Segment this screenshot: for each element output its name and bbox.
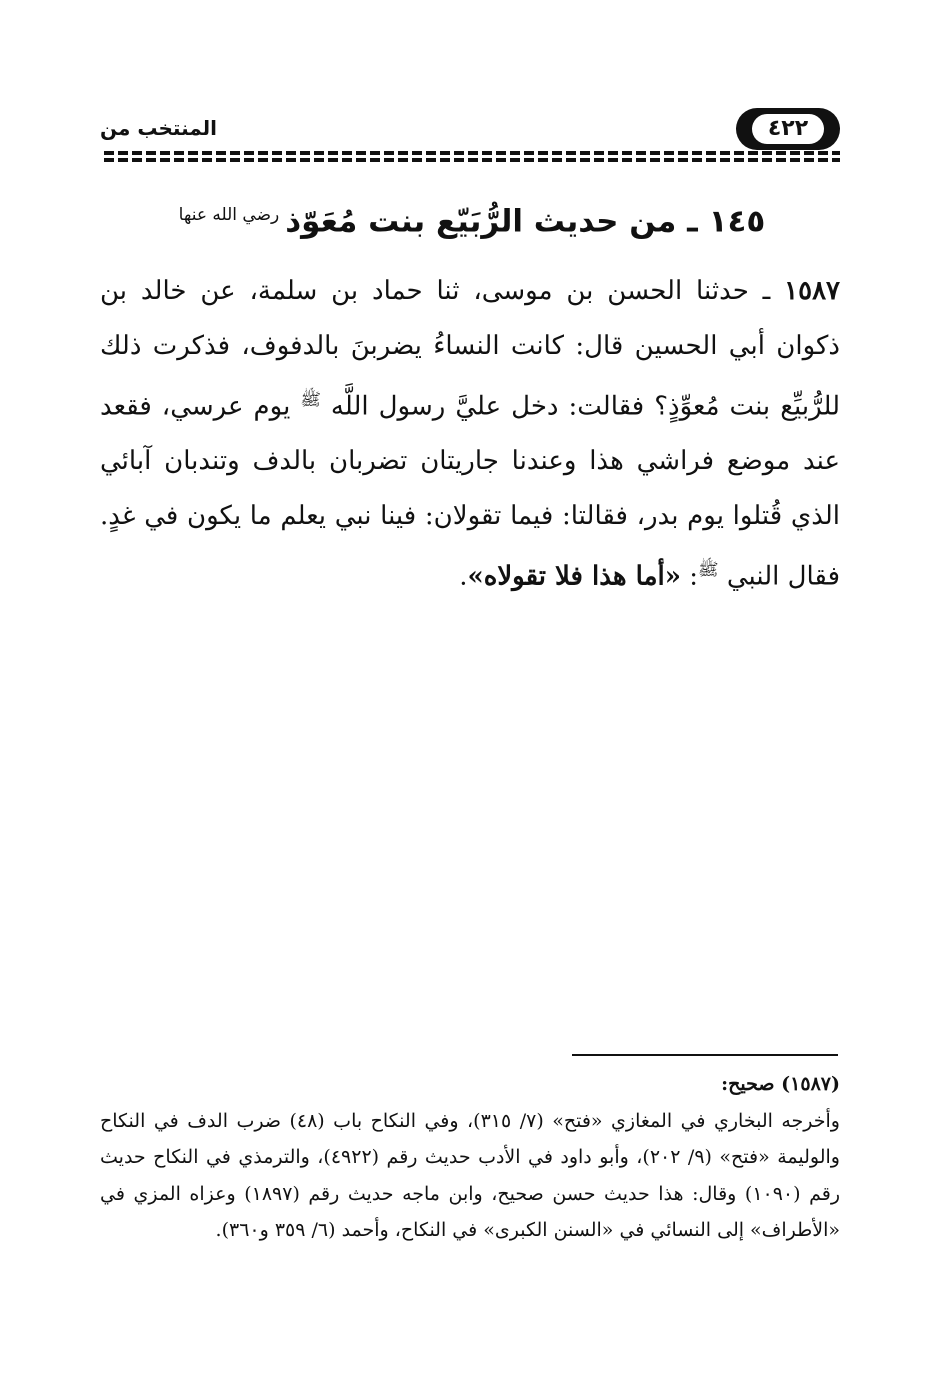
chapter-title: ١٤٥ ـ من حديث الرُّبَيّع بنت مُعَوّذ	[285, 203, 766, 240]
page-header	[100, 108, 840, 154]
hadith-text-part-1: ـ حدثنا الحسن بن موسى، ثنا حماد بن سلمة، عن خالد بن ذكوان أبي الحسين قال: كانت النساءُ يضربنَ بالدفوف، فذكرت ذلك للرُّبيِّع بنت مُعوِّذٍ؟ فقالت: دخل عليَّ رسول اللَّه	[100, 276, 840, 422]
honorific-mark: رضي الله عنها	[178, 205, 280, 225]
header-rule-top	[104, 151, 840, 155]
page-number-badge	[736, 108, 840, 150]
salutation-mark-1: ﷺ	[300, 390, 321, 410]
footnote	[100, 1066, 840, 1249]
hadith-text-part-2: يوم عرسي، فقعد عند موضع فراشي هذا وعندنا جاريتان تضربان بالدف وتندبان آبائي الذي قُتلوا يوم بدر، فقالتا: فيما تقولان: فينا نبي يعلم ما يكون في غدٍ. فقال النبي	[100, 391, 840, 592]
running-title: المنتخب من	[100, 116, 218, 140]
header-rule-bottom	[104, 158, 840, 162]
hadith-number: ١٥٨٧	[784, 276, 840, 306]
prophet-quote: «أما هذا فلا تقولاه»	[467, 561, 681, 592]
chapter-heading	[104, 192, 840, 244]
hadith-text-end: .	[459, 561, 468, 592]
salutation-mark-2: ﷺ	[698, 560, 719, 581]
footnote-body: وأخرجه البخاري في المغازي «فتح» (٧/ ٣١٥)، وفي النكاح باب (٤٨) ضرب الدف في النكاح والوليمة «فتح» (٩/ ٢٠٢)، وأبو داود في الأدب حديث رقم (٤٩٢٢)، والترمذي في النكاح حديث رقم (١٠٩٠) وقال: هذا حديث حسن صحيح، وابن ماجه حديث رقم (١٨٩٧) وعزاه المزي في «الأطراف» إلى النسائي في «السنن الكبرى» في النكاح، وأحمد (٦/ ٣٥٩ و٣٦٠).	[100, 1109, 841, 1241]
footnote-separator	[572, 1054, 838, 1056]
hadith-text	[100, 264, 840, 604]
hadith-text-part-3: :	[680, 561, 699, 592]
page-number: ٤٢٢	[752, 114, 824, 144]
footnote-heading: (١٥٨٧) صحيح:	[721, 1073, 840, 1095]
